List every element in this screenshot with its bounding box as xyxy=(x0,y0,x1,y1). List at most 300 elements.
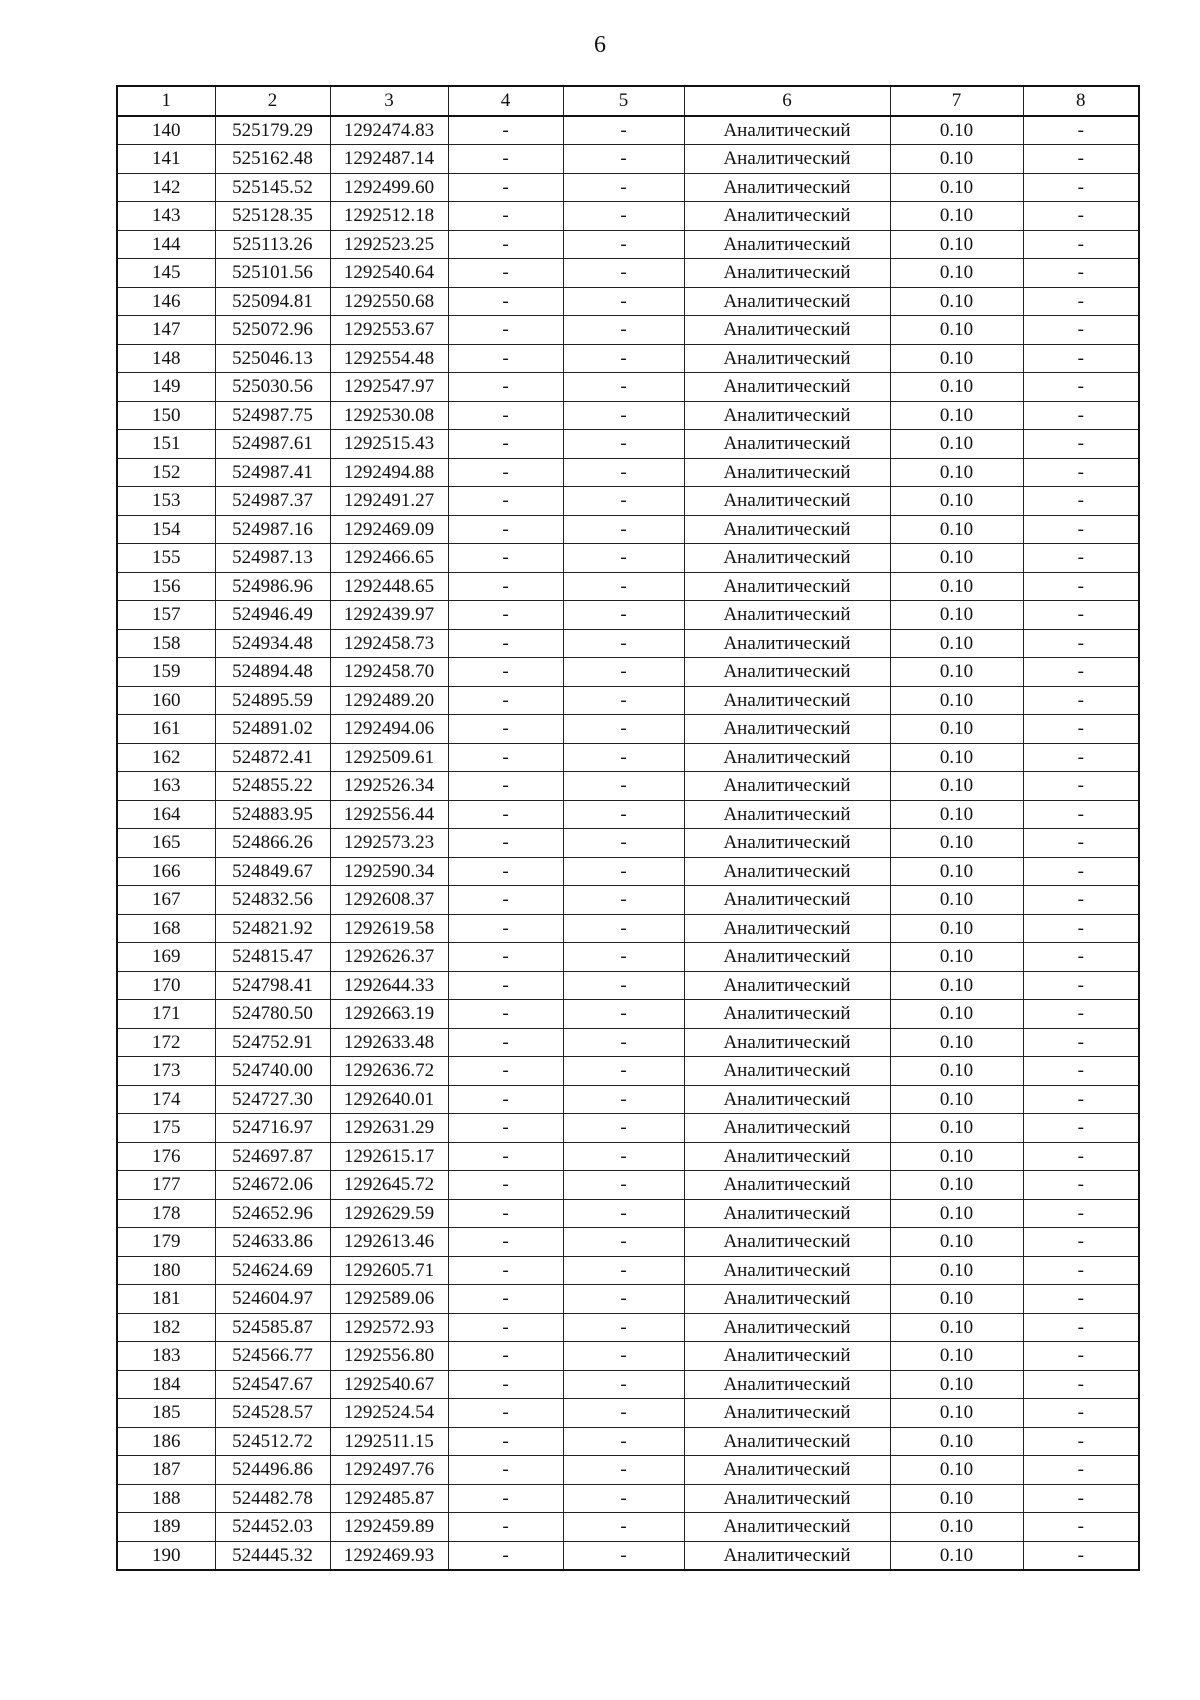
table-cell: Аналитический xyxy=(684,1513,890,1542)
table-cell: - xyxy=(563,601,684,630)
table-cell: 170 xyxy=(117,971,215,1000)
table-row xyxy=(117,772,1139,801)
table-row xyxy=(117,829,1139,858)
table-cell: 1292640.01 xyxy=(330,1085,448,1114)
table-cell: - xyxy=(1023,1513,1139,1542)
table-cell: 0.10 xyxy=(890,772,1023,801)
table-cell: 0.10 xyxy=(890,658,1023,687)
table-cell: 1292491.27 xyxy=(330,487,448,516)
table-cell: - xyxy=(1023,1313,1139,1342)
table-cell: - xyxy=(563,344,684,373)
table-cell: 162 xyxy=(117,743,215,772)
table-cell: 524445.32 xyxy=(215,1541,330,1570)
table-cell: 143 xyxy=(117,202,215,231)
table-cell: - xyxy=(448,458,563,487)
table-cell: 1292619.58 xyxy=(330,914,448,943)
table-cell: 0.10 xyxy=(890,1541,1023,1570)
table-cell: Аналитический xyxy=(684,116,890,145)
table-cell: - xyxy=(563,1541,684,1570)
table-cell: Аналитический xyxy=(684,1000,890,1029)
table-cell: Аналитический xyxy=(684,715,890,744)
table-cell: 0.10 xyxy=(890,686,1023,715)
table-cell: - xyxy=(563,145,684,174)
table-cell: - xyxy=(563,572,684,601)
table-cell: - xyxy=(448,1427,563,1456)
table-cell: 183 xyxy=(117,1342,215,1371)
table-cell: 176 xyxy=(117,1142,215,1171)
table-cell: 150 xyxy=(117,401,215,430)
table-cell: 164 xyxy=(117,800,215,829)
table-cell: - xyxy=(448,515,563,544)
table-cell: - xyxy=(563,173,684,202)
table-cell: - xyxy=(1023,1342,1139,1371)
table-row xyxy=(117,116,1139,145)
table-cell: 0.10 xyxy=(890,1028,1023,1057)
table-cell: 0.10 xyxy=(890,401,1023,430)
table-cell: - xyxy=(1023,772,1139,801)
table-cell: 1292554.48 xyxy=(330,344,448,373)
table-cell: 1292644.33 xyxy=(330,971,448,1000)
table-cell: 1292494.88 xyxy=(330,458,448,487)
table-cell: 147 xyxy=(117,316,215,345)
table-cell: 1292615.17 xyxy=(330,1142,448,1171)
table-cell: - xyxy=(1023,800,1139,829)
table-cell: Аналитический xyxy=(684,259,890,288)
table-cell: 524716.97 xyxy=(215,1114,330,1143)
table-cell: 525162.48 xyxy=(215,145,330,174)
table-cell: 189 xyxy=(117,1513,215,1542)
table-cell: - xyxy=(1023,886,1139,915)
table-cell: 0.10 xyxy=(890,458,1023,487)
table-cell: 0.10 xyxy=(890,1456,1023,1485)
table-row xyxy=(117,145,1139,174)
table-cell: Аналитический xyxy=(684,1342,890,1371)
table-cell: 0.10 xyxy=(890,1484,1023,1513)
table-cell: - xyxy=(1023,686,1139,715)
table-cell: 159 xyxy=(117,658,215,687)
table-cell: - xyxy=(563,943,684,972)
table-row xyxy=(117,1456,1139,1485)
table-row xyxy=(117,173,1139,202)
table-cell: 152 xyxy=(117,458,215,487)
table-cell: 0.10 xyxy=(890,601,1023,630)
table-cell: - xyxy=(448,1370,563,1399)
table-cell: - xyxy=(563,1285,684,1314)
table-cell: - xyxy=(448,1285,563,1314)
table-cell: 524512.72 xyxy=(215,1427,330,1456)
table-cell: - xyxy=(563,1114,684,1143)
table-cell: - xyxy=(448,772,563,801)
table-cell: Аналитический xyxy=(684,943,890,972)
table-cell: 1292494.06 xyxy=(330,715,448,744)
table-cell: - xyxy=(563,829,684,858)
table-cell: 0.10 xyxy=(890,1342,1023,1371)
table-row xyxy=(117,686,1139,715)
table-cell: - xyxy=(563,1456,684,1485)
table-cell: 0.10 xyxy=(890,971,1023,1000)
table-cell: Аналитический xyxy=(684,886,890,915)
table-cell: - xyxy=(563,715,684,744)
table-cell: 524482.78 xyxy=(215,1484,330,1513)
table-cell: Аналитический xyxy=(684,1256,890,1285)
table-cell: - xyxy=(563,1000,684,1029)
table-cell: Аналитический xyxy=(684,658,890,687)
table-cell: Аналитический xyxy=(684,1313,890,1342)
table-row xyxy=(117,715,1139,744)
table-row xyxy=(117,515,1139,544)
table-cell: 525072.96 xyxy=(215,316,330,345)
table-cell: - xyxy=(1023,1456,1139,1485)
table-row xyxy=(117,344,1139,373)
table-cell: 0.10 xyxy=(890,1256,1023,1285)
table-cell: - xyxy=(563,1228,684,1257)
table-cell: - xyxy=(1023,1000,1139,1029)
table-cell: - xyxy=(563,772,684,801)
table-cell: - xyxy=(448,1000,563,1029)
table-cell: 1292540.64 xyxy=(330,259,448,288)
table-cell: - xyxy=(563,1057,684,1086)
table-cell: 525179.29 xyxy=(215,116,330,145)
table-cell: - xyxy=(1023,572,1139,601)
table-cell: 1292511.15 xyxy=(330,1427,448,1456)
table-cell: - xyxy=(1023,316,1139,345)
table-cell: 0.10 xyxy=(890,1513,1023,1542)
table-cell: - xyxy=(448,943,563,972)
table-cell: - xyxy=(1023,829,1139,858)
table-cell: 166 xyxy=(117,857,215,886)
column-header: 3 xyxy=(330,86,448,116)
table-cell: 168 xyxy=(117,914,215,943)
table-row xyxy=(117,401,1139,430)
table-cell: - xyxy=(1023,116,1139,145)
table-cell: 1292459.89 xyxy=(330,1513,448,1542)
table-cell: 524872.41 xyxy=(215,743,330,772)
table-cell: 524566.77 xyxy=(215,1342,330,1371)
table-header-row xyxy=(117,86,1139,116)
table-cell: 180 xyxy=(117,1256,215,1285)
table-cell: - xyxy=(448,116,563,145)
table-cell: 0.10 xyxy=(890,572,1023,601)
table-cell: 0.10 xyxy=(890,1370,1023,1399)
table-cell: 524832.56 xyxy=(215,886,330,915)
table-cell: 525113.26 xyxy=(215,230,330,259)
table-cell: 182 xyxy=(117,1313,215,1342)
table-cell: - xyxy=(563,259,684,288)
table-cell: - xyxy=(563,230,684,259)
table-cell: 173 xyxy=(117,1057,215,1086)
table-row xyxy=(117,202,1139,231)
table-cell: Аналитический xyxy=(684,515,890,544)
table-cell: 1292550.68 xyxy=(330,287,448,316)
table-cell: Аналитический xyxy=(684,1370,890,1399)
table-cell: 149 xyxy=(117,373,215,402)
table-cell: 0.10 xyxy=(890,116,1023,145)
table-cell: - xyxy=(563,544,684,573)
table-cell: Аналитический xyxy=(684,544,890,573)
table-cell: - xyxy=(1023,629,1139,658)
table-cell: Аналитический xyxy=(684,686,890,715)
table-cell: - xyxy=(1023,1228,1139,1257)
table-row xyxy=(117,943,1139,972)
table-cell: Аналитический xyxy=(684,1085,890,1114)
table-cell: 0.10 xyxy=(890,1228,1023,1257)
table-cell: 1292573.23 xyxy=(330,829,448,858)
table-row xyxy=(117,971,1139,1000)
table-cell: 157 xyxy=(117,601,215,630)
table-cell: - xyxy=(1023,1370,1139,1399)
table-cell: 148 xyxy=(117,344,215,373)
table-cell: Аналитический xyxy=(684,1228,890,1257)
table-cell: - xyxy=(563,515,684,544)
table-cell: Аналитический xyxy=(684,772,890,801)
table-cell: 1292497.76 xyxy=(330,1456,448,1485)
table-cell: 1292466.65 xyxy=(330,544,448,573)
table-cell: 0.10 xyxy=(890,487,1023,516)
table-cell: Аналитический xyxy=(684,1484,890,1513)
table-cell: - xyxy=(563,430,684,459)
table-cell: Аналитический xyxy=(684,401,890,430)
table-cell: - xyxy=(563,1171,684,1200)
table-cell: - xyxy=(563,629,684,658)
table-cell: 144 xyxy=(117,230,215,259)
table-cell: - xyxy=(1023,1142,1139,1171)
table-cell: - xyxy=(563,658,684,687)
table-cell: Аналитический xyxy=(684,800,890,829)
table-cell: 0.10 xyxy=(890,743,1023,772)
table-cell: Аналитический xyxy=(684,601,890,630)
table-cell: 1292469.93 xyxy=(330,1541,448,1570)
table-cell: - xyxy=(448,173,563,202)
table-cell: 140 xyxy=(117,116,215,145)
page-number: 6 xyxy=(594,32,606,58)
table-cell: - xyxy=(563,1370,684,1399)
table-cell: 1292590.34 xyxy=(330,857,448,886)
table-cell: 0.10 xyxy=(890,914,1023,943)
table-cell: 161 xyxy=(117,715,215,744)
table-cell: - xyxy=(563,743,684,772)
table-cell: - xyxy=(448,1513,563,1542)
table-cell: 187 xyxy=(117,1456,215,1485)
table-cell: Аналитический xyxy=(684,1427,890,1456)
table-cell: 1292509.61 xyxy=(330,743,448,772)
table-cell: - xyxy=(448,1541,563,1570)
coordinates-table xyxy=(116,85,1140,1571)
table-cell: 188 xyxy=(117,1484,215,1513)
table-cell: 171 xyxy=(117,1000,215,1029)
table-cell: - xyxy=(1023,1427,1139,1456)
table-cell: - xyxy=(563,1313,684,1342)
table-cell: 525145.52 xyxy=(215,173,330,202)
table-cell: 1292631.29 xyxy=(330,1114,448,1143)
table-cell: - xyxy=(563,971,684,1000)
column-header: 4 xyxy=(448,86,563,116)
table-cell: - xyxy=(1023,971,1139,1000)
table-cell: - xyxy=(563,686,684,715)
table-cell: 0.10 xyxy=(890,857,1023,886)
table-cell: 186 xyxy=(117,1427,215,1456)
table-cell: 1292663.19 xyxy=(330,1000,448,1029)
table-cell: - xyxy=(1023,1484,1139,1513)
table-cell: Аналитический xyxy=(684,1199,890,1228)
table-cell: 524815.47 xyxy=(215,943,330,972)
table-cell: 153 xyxy=(117,487,215,516)
table-body xyxy=(117,116,1139,1571)
table-cell: - xyxy=(448,914,563,943)
table-cell: 169 xyxy=(117,943,215,972)
table-cell: 1292589.06 xyxy=(330,1285,448,1314)
table-cell: 524883.95 xyxy=(215,800,330,829)
table-cell: 0.10 xyxy=(890,202,1023,231)
table-cell: Аналитический xyxy=(684,1399,890,1428)
table-cell: 524798.41 xyxy=(215,971,330,1000)
table-cell: Аналитический xyxy=(684,829,890,858)
table-cell: 524740.00 xyxy=(215,1057,330,1086)
table-cell: 0.10 xyxy=(890,943,1023,972)
table-cell: 0.10 xyxy=(890,230,1023,259)
table-cell: Аналитический xyxy=(684,971,890,1000)
table-cell: 524727.30 xyxy=(215,1085,330,1114)
table-cell: Аналитический xyxy=(684,1541,890,1570)
table-cell: - xyxy=(1023,458,1139,487)
table-cell: - xyxy=(563,1513,684,1542)
table-cell: 524987.37 xyxy=(215,487,330,516)
table-cell: Аналитический xyxy=(684,1285,890,1314)
table-row xyxy=(117,458,1139,487)
table-cell: - xyxy=(448,287,563,316)
table-cell: Аналитический xyxy=(684,572,890,601)
table-cell: 0.10 xyxy=(890,1057,1023,1086)
table-cell: - xyxy=(448,572,563,601)
table-cell: - xyxy=(1023,487,1139,516)
table-cell: - xyxy=(448,1228,563,1257)
table-cell: - xyxy=(563,202,684,231)
table-row xyxy=(117,1342,1139,1371)
table-cell: 1292448.65 xyxy=(330,572,448,601)
table-cell: 1292540.67 xyxy=(330,1370,448,1399)
table-cell: Аналитический xyxy=(684,1057,890,1086)
table-cell: 524585.87 xyxy=(215,1313,330,1342)
table-cell: - xyxy=(448,629,563,658)
table-cell: - xyxy=(448,971,563,1000)
table-cell: 0.10 xyxy=(890,515,1023,544)
table-cell: 524866.26 xyxy=(215,829,330,858)
table-cell: 524987.41 xyxy=(215,458,330,487)
table-cell: - xyxy=(563,1342,684,1371)
table-cell: 1292489.20 xyxy=(330,686,448,715)
table-cell: 0.10 xyxy=(890,1171,1023,1200)
table-row xyxy=(117,1142,1139,1171)
table-cell: 524987.61 xyxy=(215,430,330,459)
table-cell: 524821.92 xyxy=(215,914,330,943)
table-row xyxy=(117,259,1139,288)
table-cell: 1292458.73 xyxy=(330,629,448,658)
table-cell: 525128.35 xyxy=(215,202,330,231)
table-cell: - xyxy=(1023,914,1139,943)
table-row xyxy=(117,1000,1139,1029)
table-row xyxy=(117,857,1139,886)
table-cell: 174 xyxy=(117,1085,215,1114)
table-row xyxy=(117,886,1139,915)
table-cell: - xyxy=(448,145,563,174)
table-cell: Аналитический xyxy=(684,629,890,658)
table-cell: 1292499.60 xyxy=(330,173,448,202)
table-row xyxy=(117,1171,1139,1200)
table-cell: - xyxy=(448,230,563,259)
table-cell: Аналитический xyxy=(684,857,890,886)
table-cell: 525094.81 xyxy=(215,287,330,316)
table-cell: - xyxy=(448,601,563,630)
table-cell: 1292645.72 xyxy=(330,1171,448,1200)
column-header: 1 xyxy=(117,86,215,116)
table-cell: Аналитический xyxy=(684,430,890,459)
table-cell: - xyxy=(1023,1285,1139,1314)
table-cell: - xyxy=(448,886,563,915)
table-row xyxy=(117,316,1139,345)
table-cell: 1292524.54 xyxy=(330,1399,448,1428)
table-cell: - xyxy=(448,1456,563,1485)
table-cell: 146 xyxy=(117,287,215,316)
table-cell: 185 xyxy=(117,1399,215,1428)
table-cell: 1292636.72 xyxy=(330,1057,448,1086)
table-cell: 0.10 xyxy=(890,430,1023,459)
table-cell: - xyxy=(563,914,684,943)
table-cell: - xyxy=(563,116,684,145)
table-cell: 524895.59 xyxy=(215,686,330,715)
table-cell: - xyxy=(1023,544,1139,573)
table-cell: 0.10 xyxy=(890,886,1023,915)
table-cell: - xyxy=(448,544,563,573)
table-cell: Аналитический xyxy=(684,914,890,943)
column-header: 8 xyxy=(1023,86,1139,116)
table-cell: 0.10 xyxy=(890,1427,1023,1456)
table-cell: 524891.02 xyxy=(215,715,330,744)
column-header: 5 xyxy=(563,86,684,116)
table-cell: 0.10 xyxy=(890,1114,1023,1143)
table-cell: 524946.49 xyxy=(215,601,330,630)
table-cell: - xyxy=(563,1199,684,1228)
table-cell: 172 xyxy=(117,1028,215,1057)
table-cell: - xyxy=(1023,743,1139,772)
table-cell: - xyxy=(563,1427,684,1456)
table-cell: 1292523.25 xyxy=(330,230,448,259)
table-cell: - xyxy=(448,202,563,231)
table-cell: - xyxy=(448,430,563,459)
table-cell: Аналитический xyxy=(684,287,890,316)
table-cell: 0.10 xyxy=(890,173,1023,202)
table-cell: 1292530.08 xyxy=(330,401,448,430)
table-cell: 190 xyxy=(117,1541,215,1570)
table-row xyxy=(117,1085,1139,1114)
table-cell: - xyxy=(448,1057,563,1086)
table-cell: - xyxy=(448,259,563,288)
table-cell: 0.10 xyxy=(890,259,1023,288)
table-cell: 524604.97 xyxy=(215,1285,330,1314)
table-cell: - xyxy=(448,1342,563,1371)
table-row xyxy=(117,1399,1139,1428)
table-cell: - xyxy=(1023,715,1139,744)
table-cell: 141 xyxy=(117,145,215,174)
table-cell: 0.10 xyxy=(890,1199,1023,1228)
table-cell: - xyxy=(1023,943,1139,972)
table-cell: - xyxy=(563,373,684,402)
table-cell: 1292515.43 xyxy=(330,430,448,459)
table-row xyxy=(117,1057,1139,1086)
table-row xyxy=(117,1370,1139,1399)
table-cell: - xyxy=(1023,1085,1139,1114)
table-cell: 524697.87 xyxy=(215,1142,330,1171)
table-cell: 151 xyxy=(117,430,215,459)
column-header: 2 xyxy=(215,86,330,116)
